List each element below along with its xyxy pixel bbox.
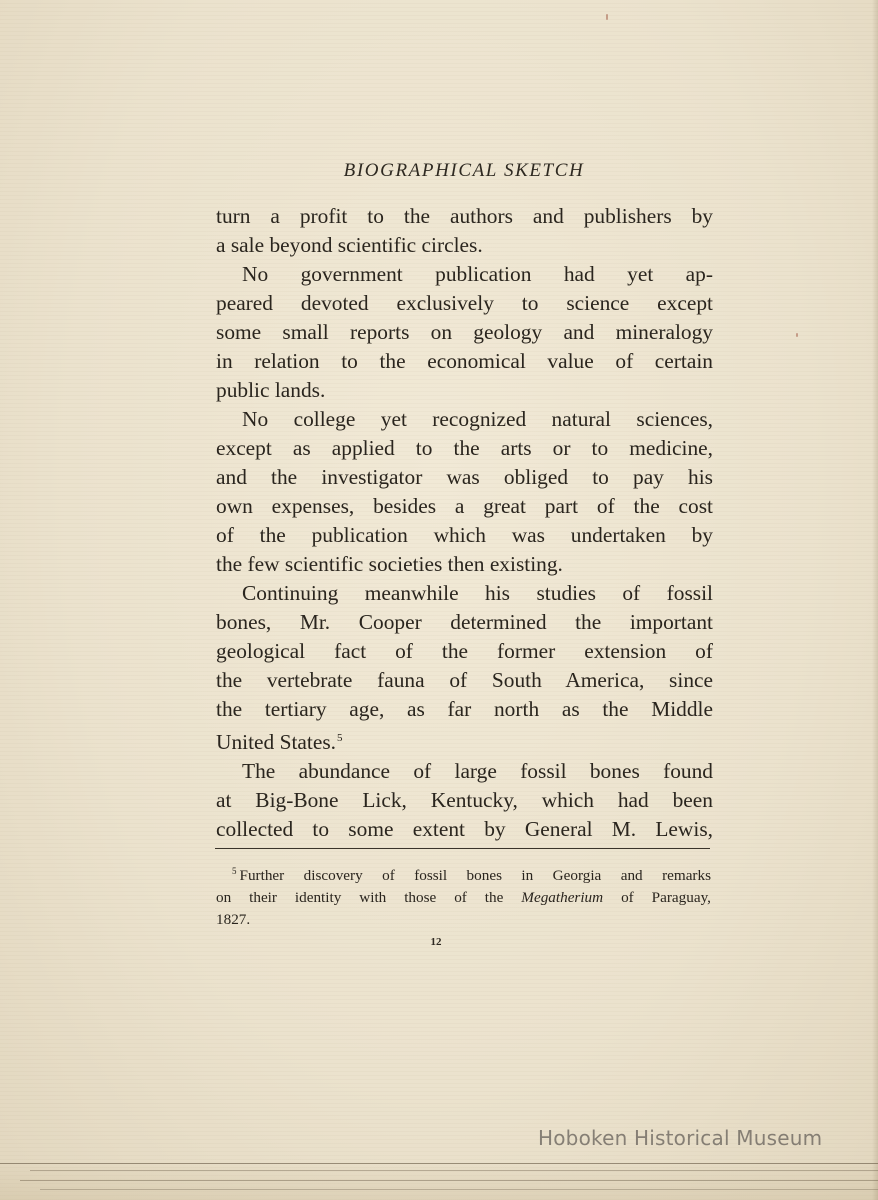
paper-speck — [796, 333, 798, 337]
running-head: BIOGRAPHICAL SKETCH — [343, 160, 585, 181]
body-line: No government publication had yet ap- — [242, 262, 713, 286]
body-line: own expenses, besides a great part of the cost — [216, 494, 713, 518]
body-line: the vertebrate fauna of South America, since — [216, 668, 713, 692]
body-line: turn a profit to the authors and publishers by — [216, 204, 713, 228]
body-line: peared devoted exclusively to science except — [216, 291, 713, 315]
body-line: the few scientific societies then existing. — [216, 552, 563, 576]
body-line: except as applied to the arts or to medicine, — [216, 436, 713, 460]
body-text — [216, 202, 713, 844]
body-line: public lands. — [216, 378, 326, 402]
footnote-text: Further discovery of fossil bones in Georgia and remarks — [239, 867, 711, 884]
footnote-marker: 5 — [232, 866, 237, 876]
body-line-with-footnote-ref — [216, 724, 713, 757]
page-stack-edge — [40, 1189, 878, 1190]
page-stack-edge — [30, 1170, 878, 1171]
body-line: the tertiary age, as far north as the Middle — [216, 697, 713, 721]
body-line: The abundance of large fossil bones found — [242, 759, 713, 783]
footnote-text: on their identity with those of the — [216, 889, 522, 906]
footnote-line — [216, 860, 711, 887]
body-line: geological fact of the former extension of — [216, 639, 713, 663]
footnote-rule — [215, 848, 710, 849]
paper-speck — [606, 14, 608, 20]
body-line: in relation to the economical value of certain — [216, 349, 713, 373]
body-line: and the investigator was obliged to pay his — [216, 465, 713, 489]
body-line: of the publication which was undertaken by — [216, 523, 713, 547]
body-line: at Big-Bone Lick, Kentucky, which had been — [216, 788, 713, 812]
footnote-text: of Paraguay, — [603, 889, 711, 906]
page-stack-edge — [20, 1180, 878, 1181]
body-line: some small reports on geology and mineralogy — [216, 320, 713, 344]
body-line: a sale beyond scientific circles. — [216, 233, 483, 257]
body-line: No college yet recognized natural sciences, — [242, 407, 713, 431]
footnote-italic-term: Megatherium — [521, 889, 604, 906]
footnote-reference: 5 — [337, 732, 343, 744]
footnote — [216, 860, 711, 931]
body-line: bones, Mr. Cooper determined the important — [216, 610, 713, 634]
body-line: Continuing meanwhile his studies of fossil — [242, 581, 713, 605]
page-stack-edge — [0, 1163, 878, 1164]
footnote-line — [216, 887, 711, 909]
body-line: collected to some extent by General M. Lewis, — [216, 817, 713, 841]
page-right-edge — [872, 0, 878, 1200]
footnote-line: 1827. — [216, 911, 251, 928]
body-line: United States. — [216, 730, 337, 754]
museum-watermark: Hoboken Historical Museum — [538, 1126, 823, 1150]
page-number: 12 — [430, 936, 442, 948]
